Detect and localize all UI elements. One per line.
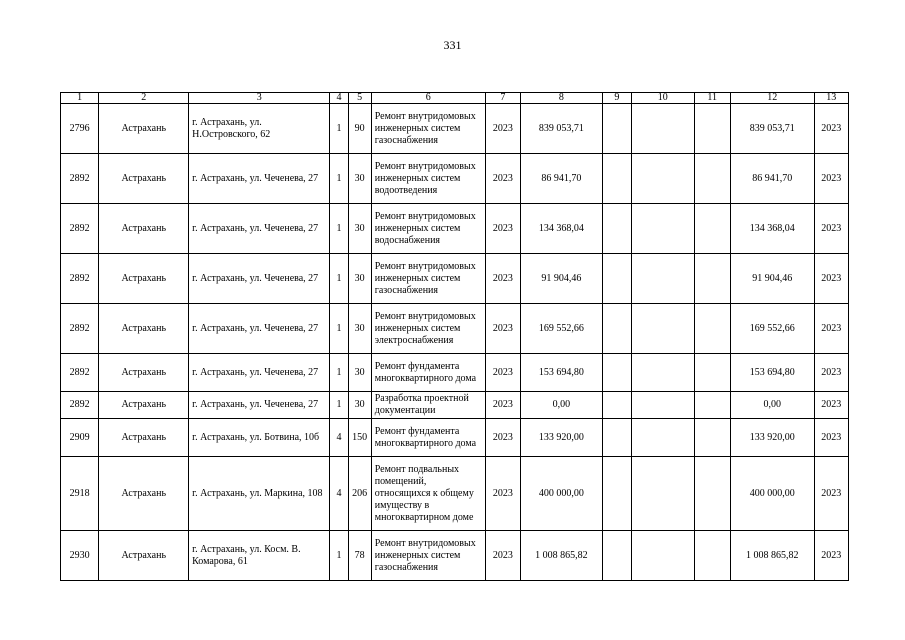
column-header-5: 5 bbox=[348, 93, 371, 104]
work-type-cell: Ремонт внутридомовых инженерных систем газоснабжения bbox=[371, 254, 485, 304]
column-header-10: 10 bbox=[632, 93, 695, 104]
total-cost-cell: 1 008 865,82 bbox=[730, 531, 814, 581]
col9-cell bbox=[602, 204, 631, 254]
table-row bbox=[61, 531, 849, 581]
col4-cell: 1 bbox=[330, 204, 348, 254]
column-header-4: 4 bbox=[330, 93, 348, 104]
col4-cell: 1 bbox=[330, 354, 348, 392]
col4-cell: 1 bbox=[330, 392, 348, 419]
col5-cell: 78 bbox=[348, 531, 371, 581]
col9-cell bbox=[602, 354, 631, 392]
total-cost-cell: 86 941,70 bbox=[730, 154, 814, 204]
cost-cell: 839 053,71 bbox=[521, 104, 603, 154]
col10-cell bbox=[632, 304, 695, 354]
col10-cell bbox=[632, 457, 695, 531]
work-type-cell: Ремонт внутридомовых инженерных систем электроснабжения bbox=[371, 304, 485, 354]
col4-cell: 1 bbox=[330, 531, 348, 581]
total-cost-cell: 169 552,66 bbox=[730, 304, 814, 354]
record-number-cell: 2909 bbox=[61, 419, 99, 457]
record-number-cell: 2892 bbox=[61, 154, 99, 204]
total-cost-cell: 153 694,80 bbox=[730, 354, 814, 392]
city-cell: Астрахань bbox=[99, 204, 189, 254]
col9-cell bbox=[602, 254, 631, 304]
col10-cell bbox=[632, 419, 695, 457]
completion-year-cell: 2023 bbox=[814, 531, 848, 581]
column-header-13: 13 bbox=[814, 93, 848, 104]
work-type-cell: Разработка проектной документации bbox=[371, 392, 485, 419]
completion-year-cell: 2023 bbox=[814, 392, 848, 419]
col10-cell bbox=[632, 531, 695, 581]
col5-cell: 30 bbox=[348, 304, 371, 354]
col9-cell bbox=[602, 392, 631, 419]
col5-cell: 30 bbox=[348, 204, 371, 254]
total-cost-cell: 91 904,46 bbox=[730, 254, 814, 304]
completion-year-cell: 2023 bbox=[814, 204, 848, 254]
col9-cell bbox=[602, 104, 631, 154]
col5-cell: 150 bbox=[348, 419, 371, 457]
city-cell: Астрахань bbox=[99, 457, 189, 531]
col11-cell bbox=[694, 254, 730, 304]
col5-cell: 30 bbox=[348, 254, 371, 304]
cost-cell: 1 008 865,82 bbox=[521, 531, 603, 581]
col9-cell bbox=[602, 531, 631, 581]
work-type-cell: Ремонт внутридомовых инженерных систем водоотведения bbox=[371, 154, 485, 204]
year-cell: 2023 bbox=[485, 531, 520, 581]
cost-cell: 133 920,00 bbox=[521, 419, 603, 457]
column-header-8: 8 bbox=[521, 93, 603, 104]
table-row bbox=[61, 304, 849, 354]
work-type-cell: Ремонт внутридомовых инженерных систем водоснабжения bbox=[371, 204, 485, 254]
year-cell: 2023 bbox=[485, 392, 520, 419]
col4-cell: 1 bbox=[330, 304, 348, 354]
city-cell: Астрахань bbox=[99, 354, 189, 392]
col11-cell bbox=[694, 154, 730, 204]
table-row bbox=[61, 204, 849, 254]
address-cell: г. Астрахань, ул. Чеченева, 27 bbox=[189, 154, 330, 204]
record-number-cell: 2930 bbox=[61, 531, 99, 581]
record-number-cell: 2892 bbox=[61, 204, 99, 254]
cost-cell: 169 552,66 bbox=[521, 304, 603, 354]
col11-cell bbox=[694, 354, 730, 392]
table-row bbox=[61, 457, 849, 531]
work-type-cell: Ремонт фундамента многоквартирного дома bbox=[371, 354, 485, 392]
column-header-1: 1 bbox=[61, 93, 99, 104]
city-cell: Астрахань bbox=[99, 419, 189, 457]
address-cell: г. Астрахань, ул. Маркина, 108 bbox=[189, 457, 330, 531]
col11-cell bbox=[694, 531, 730, 581]
year-cell: 2023 bbox=[485, 254, 520, 304]
table-row bbox=[61, 104, 849, 154]
column-header-3: 3 bbox=[189, 93, 330, 104]
completion-year-cell: 2023 bbox=[814, 254, 848, 304]
col9-cell bbox=[602, 419, 631, 457]
completion-year-cell: 2023 bbox=[814, 154, 848, 204]
city-cell: Астрахань bbox=[99, 304, 189, 354]
work-type-cell: Ремонт фундамента многоквартирного дома bbox=[371, 419, 485, 457]
work-type-cell: Ремонт подвальных помещений, относящихся к общему имуществу в многоквартирном доме bbox=[371, 457, 485, 531]
page-number: 331 bbox=[443, 38, 462, 52]
cost-cell: 86 941,70 bbox=[521, 154, 603, 204]
city-cell: Астрахань bbox=[99, 104, 189, 154]
cost-cell: 153 694,80 bbox=[521, 354, 603, 392]
record-number-cell: 2892 bbox=[61, 254, 99, 304]
col5-cell: 206 bbox=[348, 457, 371, 531]
col11-cell bbox=[694, 457, 730, 531]
table-row bbox=[61, 392, 849, 419]
table-row bbox=[61, 354, 849, 392]
table-header bbox=[61, 93, 849, 104]
col5-cell: 90 bbox=[348, 104, 371, 154]
completion-year-cell: 2023 bbox=[814, 104, 848, 154]
work-type-cell: Ремонт внутридомовых инженерных систем газоснабжения bbox=[371, 104, 485, 154]
total-cost-cell: 400 000,00 bbox=[730, 457, 814, 531]
total-cost-cell: 133 920,00 bbox=[730, 419, 814, 457]
col11-cell bbox=[694, 104, 730, 154]
table-row bbox=[61, 154, 849, 204]
completion-year-cell: 2023 bbox=[814, 354, 848, 392]
table-row bbox=[61, 254, 849, 304]
col10-cell bbox=[632, 104, 695, 154]
year-cell: 2023 bbox=[485, 457, 520, 531]
total-cost-cell: 0,00 bbox=[730, 392, 814, 419]
address-cell: г. Астрахань, ул. Н.Островского, 62 bbox=[189, 104, 330, 154]
address-cell: г. Астрахань, ул. Чеченева, 27 bbox=[189, 392, 330, 419]
completion-year-cell: 2023 bbox=[814, 304, 848, 354]
cost-cell: 134 368,04 bbox=[521, 204, 603, 254]
col5-cell: 30 bbox=[348, 354, 371, 392]
address-cell: г. Астрахань, ул. Чеченева, 27 bbox=[189, 204, 330, 254]
table-body bbox=[61, 104, 849, 581]
column-header-7: 7 bbox=[485, 93, 520, 104]
total-cost-cell: 839 053,71 bbox=[730, 104, 814, 154]
col10-cell bbox=[632, 354, 695, 392]
column-header-11: 11 bbox=[694, 93, 730, 104]
col5-cell: 30 bbox=[348, 154, 371, 204]
address-cell: г. Астрахань, ул. Ботвина, 10б bbox=[189, 419, 330, 457]
col10-cell bbox=[632, 254, 695, 304]
col11-cell bbox=[694, 304, 730, 354]
work-type-cell: Ремонт внутридомовых инженерных систем газоснабжения bbox=[371, 531, 485, 581]
completion-year-cell: 2023 bbox=[814, 419, 848, 457]
year-cell: 2023 bbox=[485, 304, 520, 354]
cost-cell: 0,00 bbox=[521, 392, 603, 419]
column-header-9: 9 bbox=[602, 93, 631, 104]
table-row bbox=[61, 419, 849, 457]
col11-cell bbox=[694, 392, 730, 419]
column-header-12: 12 bbox=[730, 93, 814, 104]
cost-cell: 91 904,46 bbox=[521, 254, 603, 304]
col4-cell: 4 bbox=[330, 419, 348, 457]
year-cell: 2023 bbox=[485, 419, 520, 457]
col9-cell bbox=[602, 304, 631, 354]
col9-cell bbox=[602, 154, 631, 204]
cost-cell: 400 000,00 bbox=[521, 457, 603, 531]
col4-cell: 1 bbox=[330, 254, 348, 304]
record-number-cell: 2892 bbox=[61, 304, 99, 354]
column-header-6: 6 bbox=[371, 93, 485, 104]
record-number-cell: 2892 bbox=[61, 354, 99, 392]
address-cell: г. Астрахань, ул. Чеченева, 27 bbox=[189, 304, 330, 354]
address-cell: г. Астрахань, ул. Чеченева, 27 bbox=[189, 354, 330, 392]
col4-cell: 1 bbox=[330, 104, 348, 154]
year-cell: 2023 bbox=[485, 104, 520, 154]
col10-cell bbox=[632, 204, 695, 254]
city-cell: Астрахань bbox=[99, 154, 189, 204]
col4-cell: 4 bbox=[330, 457, 348, 531]
capital-repair-table bbox=[60, 92, 849, 581]
year-cell: 2023 bbox=[485, 204, 520, 254]
record-number-cell: 2892 bbox=[61, 392, 99, 419]
col5-cell: 30 bbox=[348, 392, 371, 419]
city-cell: Астрахань bbox=[99, 531, 189, 581]
col10-cell bbox=[632, 154, 695, 204]
column-number-row bbox=[61, 93, 849, 104]
address-cell: г. Астрахань, ул. Чеченева, 27 bbox=[189, 254, 330, 304]
col11-cell bbox=[694, 204, 730, 254]
year-cell: 2023 bbox=[485, 154, 520, 204]
record-number-cell: 2918 bbox=[61, 457, 99, 531]
col9-cell bbox=[602, 457, 631, 531]
record-number-cell: 2796 bbox=[61, 104, 99, 154]
col11-cell bbox=[694, 419, 730, 457]
address-cell: г. Астрахань, ул. Косм. В. Комарова, 61 bbox=[189, 531, 330, 581]
city-cell: Астрахань bbox=[99, 392, 189, 419]
col10-cell bbox=[632, 392, 695, 419]
column-header-2: 2 bbox=[99, 93, 189, 104]
col4-cell: 1 bbox=[330, 154, 348, 204]
year-cell: 2023 bbox=[485, 354, 520, 392]
completion-year-cell: 2023 bbox=[814, 457, 848, 531]
city-cell: Астрахань bbox=[99, 254, 189, 304]
total-cost-cell: 134 368,04 bbox=[730, 204, 814, 254]
